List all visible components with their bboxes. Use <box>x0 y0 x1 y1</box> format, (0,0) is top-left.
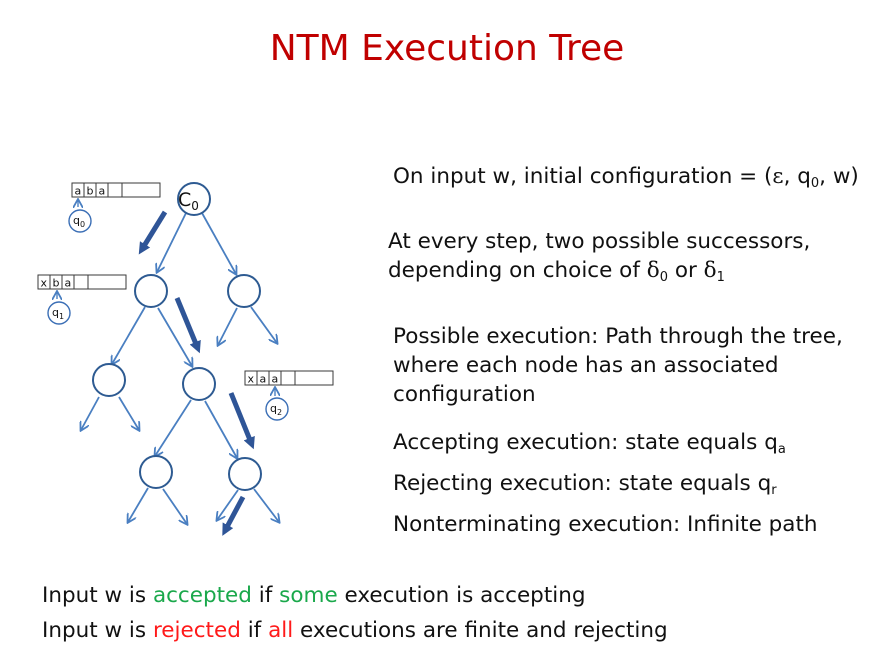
tape-cell: a <box>271 372 279 386</box>
edge <box>112 307 145 364</box>
edge <box>202 213 236 274</box>
tree-node <box>135 275 167 307</box>
path-arrow <box>177 298 196 344</box>
edge <box>81 397 99 430</box>
acceptance-criteria <box>42 578 668 648</box>
path-arrow <box>231 393 250 440</box>
tree-node <box>140 456 172 488</box>
rejected-line: Input w is rejected if all executions are finite and rejecting <box>42 618 668 643</box>
svg-text:a b a <box>75 185 106 198</box>
tape-cell: x <box>247 372 255 386</box>
svg-text:x b a <box>41 277 72 290</box>
tape-q2 <box>245 371 333 385</box>
state-label: $q_0$ <box>73 214 86 229</box>
edge <box>254 489 279 522</box>
rejecting-line: Rejecting execution: state equals $q_r$ <box>393 471 777 498</box>
edge <box>155 400 191 456</box>
tape-cell: a <box>64 276 72 290</box>
accepting-line: Accepting execution: state equals $q_a$ <box>393 430 786 457</box>
tree-nodes <box>93 183 261 490</box>
edge <box>128 488 148 522</box>
accepted-line: Input w is accepted if some execution is accepting <box>42 583 586 608</box>
tape-cell: a <box>74 184 82 198</box>
nonterminating-line: Nonterminating execution: Infinite path <box>393 512 818 537</box>
possible-execution-text: Possible execution: Path through the tree, where each node has an associated configuration <box>393 324 843 407</box>
edge <box>218 308 237 345</box>
edge <box>205 401 237 458</box>
initial-config-text: On input w, initial configuration = (ε, $q_0$, w) <box>393 164 859 191</box>
edge <box>163 489 187 524</box>
tape-cell: x <box>40 276 48 290</box>
tree-node <box>93 364 125 396</box>
tape-cell: b <box>52 276 60 290</box>
tape-cell: a <box>98 184 106 198</box>
path-arrow <box>144 212 165 246</box>
state-label: $q_2$ <box>270 402 283 417</box>
tree-node <box>183 368 215 400</box>
svg-text:x a a <box>248 373 279 386</box>
tree-node <box>229 458 261 490</box>
slide-title: NTM Execution Tree <box>269 28 625 69</box>
execution-types-text <box>393 426 818 542</box>
tape-cell: b <box>86 184 94 198</box>
state-label: $q_1$ <box>52 306 65 321</box>
tape-cell: a <box>259 372 267 386</box>
root-label: $C_0$ <box>178 189 199 213</box>
edge <box>251 307 277 343</box>
tape-q1 <box>38 275 126 289</box>
successors-text: At every step, two possible successors, depending on choice of $\delta_0$ or $\delta_1$ <box>388 229 811 285</box>
tape-q0 <box>72 183 160 197</box>
tree-node <box>228 275 260 307</box>
edge <box>119 397 139 430</box>
